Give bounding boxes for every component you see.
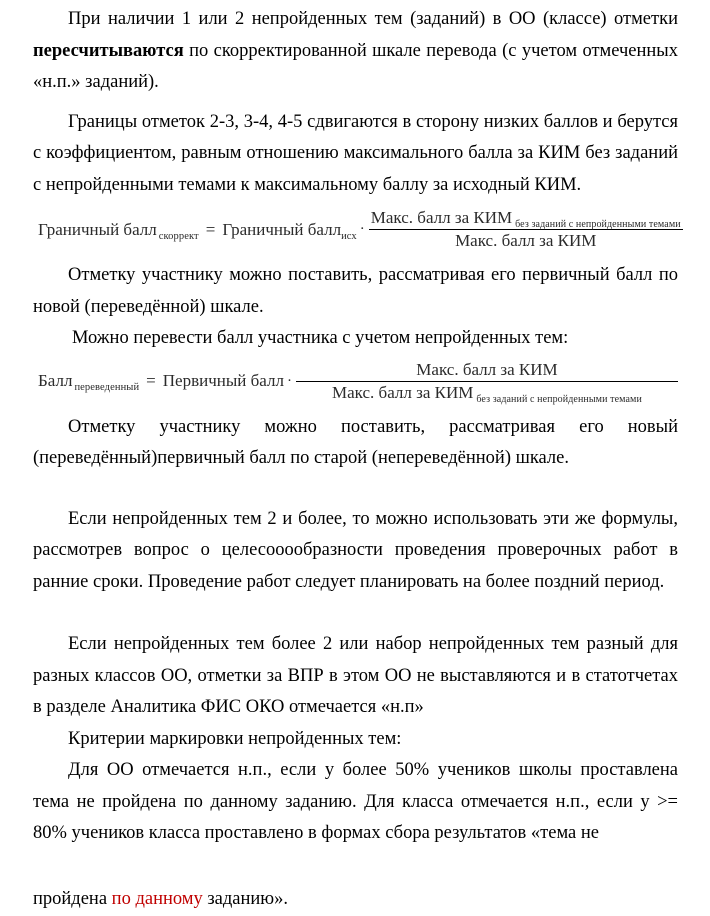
denominator-subscript: без заданий с непройденными темами: [476, 393, 642, 405]
document-body: [33, 4, 681, 850]
numerator-main: Макс. балл за КИМ: [370, 208, 513, 227]
formula-rhs-main: Первичный балл: [162, 371, 284, 390]
fraction-denominator: [330, 382, 644, 404]
clipped-bottom-line: [33, 884, 678, 909]
formula-lhs-main: Граничный балл: [38, 219, 157, 239]
paragraph-mark-by-new-scale: Отметку участнику можно поставить, рассматривая его первичный балл по новой (переведённой) шкале.: [33, 265, 678, 317]
clipped-text-after: заданию».: [202, 889, 288, 909]
paragraph-grade-boundaries: Границы отметок 2-3, 3-4, 4-5 сдвигаются в сторону низких баллов и берутся с коэффициентом, равным отношению максимального балла за КИМ без заданий с непройденными темами к максимальному баллу за исходный КИМ.: [33, 111, 678, 195]
denominator-main: Макс. балл за КИМ: [332, 382, 474, 402]
formula-lhs-subscript: переведенный: [74, 382, 140, 393]
formula-equals-sign: =: [205, 219, 216, 239]
formula-equals-sign: =: [146, 371, 156, 390]
paragraph-two-or-more-topics: Если непройденных тем 2 и более, то можно использовать эти же формулы, рассмотрев вопрос о целесооообразности проведения проверочных работ в ранние сроки. Проведение работ следует планировать на более поздний период.: [33, 508, 678, 592]
paragraph-mark-by-old-scale: Отметку участнику можно поставить, рассматривая его новый (переведённый)первичный балл по старой (непереведённой) шкале.: [33, 416, 678, 468]
formula-left-hand-side: [38, 220, 199, 240]
fraction-numerator: [414, 359, 559, 381]
formula-rhs-subscript: исх: [341, 230, 357, 242]
denominator-main: Макс. балл за КИМ: [455, 231, 597, 250]
spacer: [33, 404, 678, 412]
spacer: [33, 252, 678, 260]
paragraph-recalculation-rule: [33, 4, 678, 99]
formula-multiplication-dot: ·: [286, 372, 292, 389]
formula-rhs-main: Граничный балл: [222, 219, 342, 239]
formula-fraction: [369, 207, 683, 252]
bold-term-recalculated: пересчитываются: [33, 40, 184, 61]
paragraph-more-than-two-topics: Если непройденных тем более 2 или набор непройденных тем разный для разных классов ОО, отметки за ВПР в этом ОО не выставляются и в статотчетах в разделе Аналитика ФИС ОКО отмечается «н.п»: [33, 634, 678, 717]
numerator-subscript: без заданий с непройденными темами: [515, 219, 681, 230]
formula-right-hand-side: [222, 220, 356, 240]
paragraph-text-segment: При наличии 1 или 2 непройденных тем (заданий) в ОО (классе) отметки: [68, 9, 678, 29]
formula-fraction: [296, 359, 678, 404]
paragraph-convert-score: Можно перевести балл участника с учетом непройденных тем:: [72, 328, 569, 348]
spacer: [33, 598, 678, 629]
formula-corrected-boundary-score: [38, 207, 681, 252]
formula-left-hand-side: [38, 371, 139, 391]
paragraph-marking-criteria-title: Критерии маркировки непройденных тем:: [68, 728, 402, 749]
formula-multiplication-dot: ·: [359, 221, 365, 237]
clipped-text-before: пройдена: [33, 889, 112, 909]
formula-lhs-subscript: скоррект: [158, 230, 199, 242]
fraction-numerator: [369, 207, 683, 229]
paragraph-criteria-details: Для ОО отмечается н.п., если у более 50% учеников школы проставлена тема не пройдена по данному заданию. Для класса отмечается н.п., если у >= 80% учеников класса проставлено в формах сбора результатов «тема не: [33, 760, 678, 843]
formula-lhs-main: Балл: [38, 371, 73, 390]
spacer: [33, 99, 678, 107]
spacer: [33, 475, 678, 504]
fraction-denominator: [453, 230, 598, 252]
clipped-text-highlighted: по данному: [111, 889, 203, 909]
formula-converted-score: [38, 359, 678, 404]
paragraph-text-segment: по скорректированной шкале перевода (с учетом отмеченных «н.п.» заданий).: [33, 40, 678, 92]
numerator-main: Макс. балл за КИМ: [416, 359, 558, 379]
formula-right-hand-side: [163, 371, 284, 391]
